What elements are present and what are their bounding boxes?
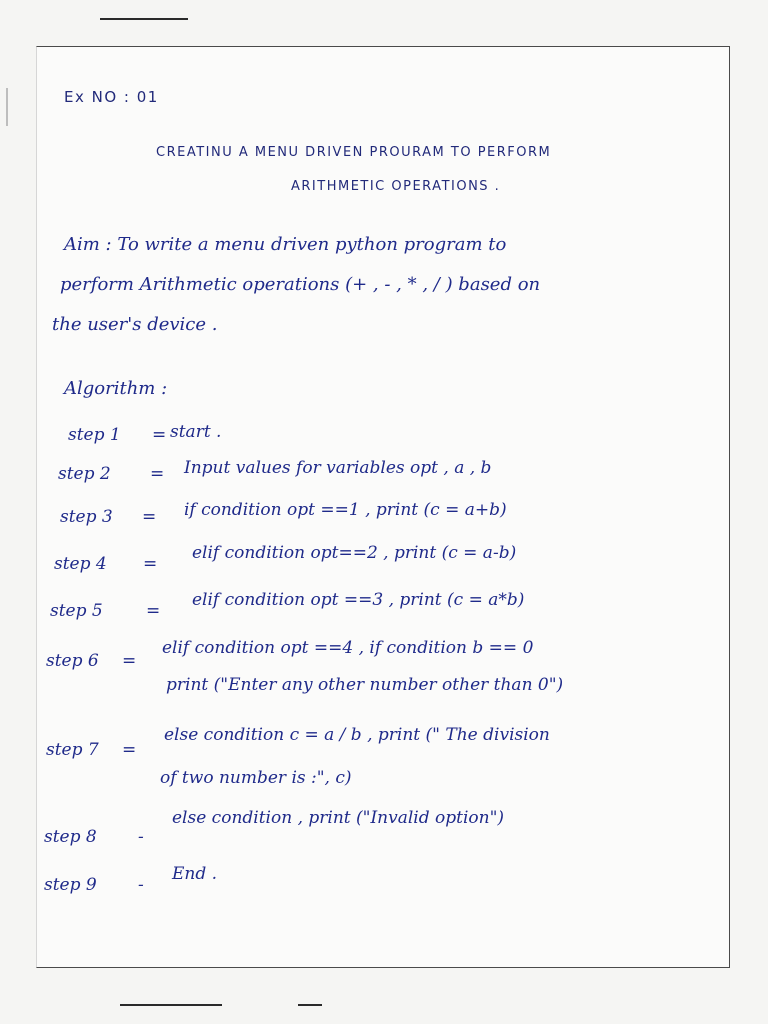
step-label: step 5 [50, 601, 103, 621]
paper-edge-bottom [120, 1004, 222, 1006]
aim-line-1: Aim : To write a menu driven python program to [64, 234, 507, 255]
step-text: elif condition opt ==4 , if condition b == 0 [162, 638, 534, 658]
paper-edge-top [100, 18, 188, 20]
aim-line-2: perform Arithmetic operations (+ , - , * , / ) based on [60, 274, 541, 295]
exercise-number: Ex NO : 01 [64, 88, 159, 106]
step-text-continued: of two number is :", c) [160, 768, 352, 788]
step-separator: = [152, 425, 167, 445]
step-label: step 3 [60, 507, 113, 527]
step-text: End . [172, 864, 218, 884]
step-separator: = [143, 554, 158, 574]
paper-edge-left [6, 88, 8, 126]
step-separator: = [146, 601, 161, 621]
step-separator: = [122, 740, 137, 760]
step-separator: = [122, 651, 137, 671]
step-text: else condition c = a / b , print (" The division [164, 725, 550, 745]
step-separator: = [142, 507, 157, 527]
step-text: elif condition opt==2 , print (c = a-b) [192, 543, 517, 563]
title-line-2: ARITHMETIC OPERATIONS . [291, 179, 501, 194]
algorithm-heading: Algorithm : [64, 378, 168, 399]
step-text: Input values for variables opt , a , b [184, 458, 492, 478]
step-text: if condition opt ==1 , print (c = a+b) [184, 500, 507, 520]
step-label: step 8 [44, 827, 97, 847]
step-text-continued: print ("Enter any other number other than 0") [166, 675, 564, 695]
step-label: step 9 [44, 875, 97, 895]
step-label: step 4 [54, 554, 107, 574]
step-text: else condition , print ("Invalid option") [172, 808, 505, 828]
paper-edge-bottom [298, 1004, 322, 1006]
title-line-1: CREATINU A MENU DRIVEN PROURAM TO PERFORM [156, 145, 552, 160]
step-text: start . [170, 422, 222, 442]
step-separator: = [150, 464, 165, 484]
step-separator: - [138, 827, 144, 847]
step-label: step 6 [46, 651, 99, 671]
step-separator: - [138, 875, 144, 895]
step-label: step 7 [46, 740, 99, 760]
step-label: step 1 [68, 425, 121, 445]
step-text: elif condition opt ==3 , print (c = a*b) [192, 590, 525, 610]
aim-line-3: the user's device . [52, 314, 218, 335]
step-label: step 2 [58, 464, 111, 484]
